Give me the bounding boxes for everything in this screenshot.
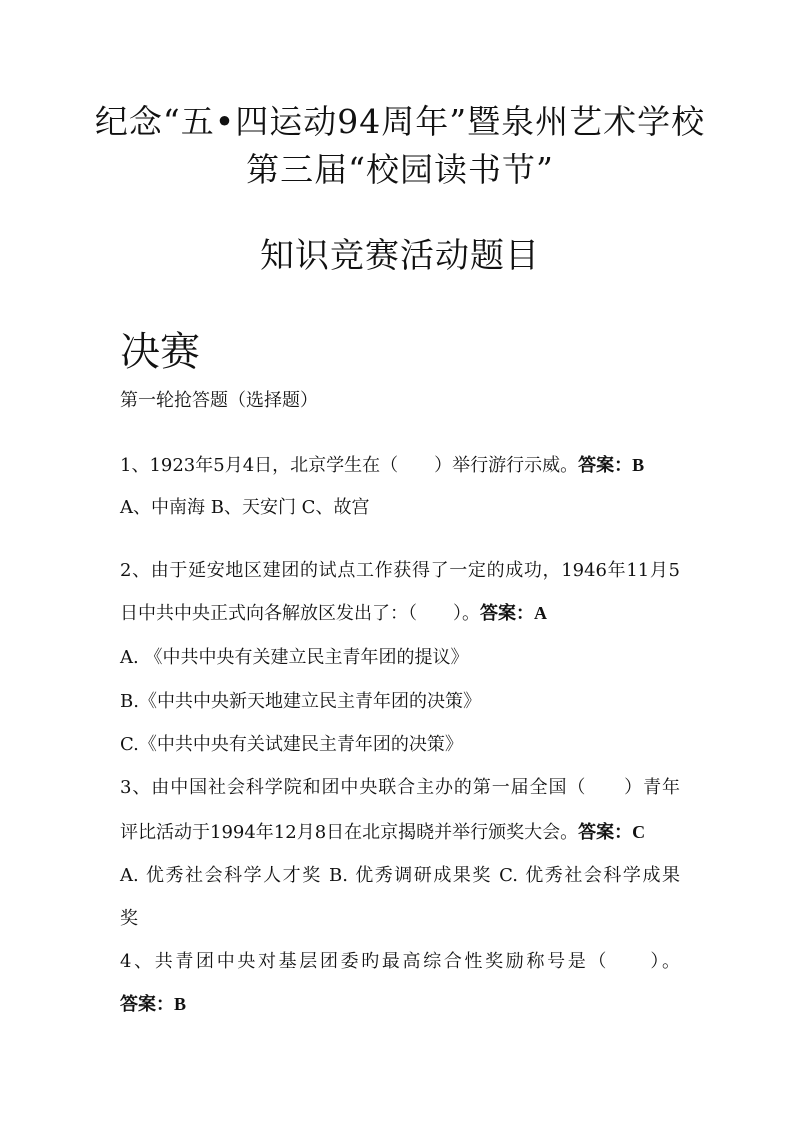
question-3-options-line-1: A. 优秀社会科学人才奖 B. 优秀调研成果奖 C. 优秀社会科学成果: [120, 865, 680, 886]
title-line-1: 纪念“五•四运动94周年”暨泉州艺术学校: [94, 102, 706, 141]
question-4-answer: 答案：B: [120, 994, 187, 1014]
round-heading: 第一轮抢答题（选择题）: [120, 390, 318, 411]
section-heading: 决赛: [120, 329, 200, 375]
question-1-options: A、中南海 B、天安门 C、故宫: [120, 497, 370, 518]
question-1-answer: 答案：B: [578, 455, 645, 475]
question-2-line-1: 2、由于延安地区建团的试点工作获得了一定的成功，1946年11月5: [120, 560, 680, 581]
question-4-line-1: 4、共青团中央对基层团委旳最高综合性奖励称号是（ ）。: [120, 951, 680, 972]
question-1-text: 1、1923年5月4日，北京学生在（ ）举行游行示威。: [120, 455, 579, 476]
question-3-options-line-2: 奖: [120, 908, 138, 929]
question-3-line-1: 3、由中国社会科学院和团中央联合主办的第一届全国（ ）青年: [120, 777, 680, 798]
question-3-line-2: [120, 818, 645, 844]
question-2-option-b: B.《中共中央新天地建立民主青年团的决策》: [120, 691, 481, 712]
question-3-answer: 答案：C: [578, 822, 646, 842]
question-2-option-a: A. 《中共中央有关建立民主青年团的提议》: [120, 647, 469, 668]
question-2-line-2: [120, 599, 547, 625]
question-2-answer: 答案：A: [480, 603, 547, 623]
question-3-text: 评比活动于1994年12月8日在北京揭晓并举行颁奖大会。: [120, 822, 579, 843]
title-line-2: 第三届“校园读书节”: [246, 150, 554, 189]
question-1: [120, 451, 644, 477]
title-line-3: 知识竞赛活动题目: [260, 236, 540, 276]
question-2-option-c: C.《中共中央有关试建民主青年团的决策》: [120, 734, 463, 755]
question-2-text: 日中共中央正式向各解放区发出了：（ ）。: [120, 603, 480, 624]
